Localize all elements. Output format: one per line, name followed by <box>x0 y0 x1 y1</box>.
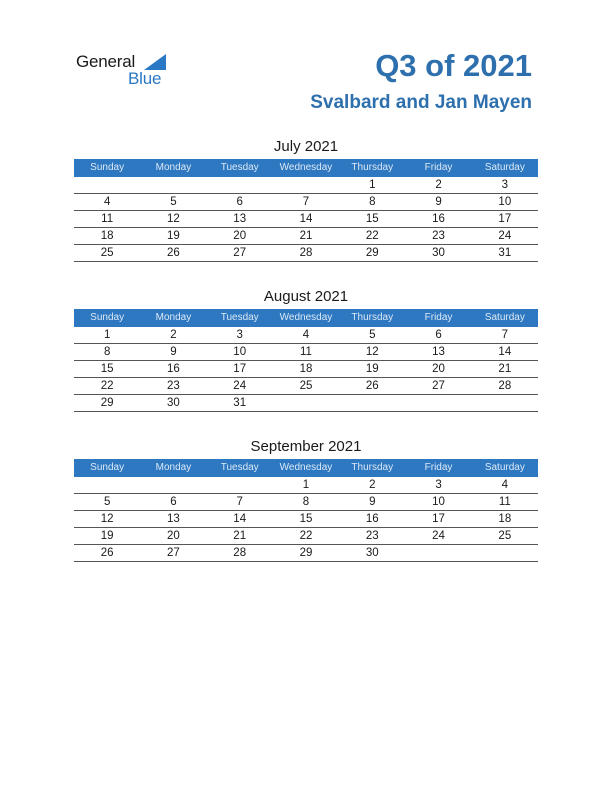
week-rows <box>74 327 538 412</box>
day-cell: 15 <box>365 213 379 225</box>
day-cell: 27 <box>432 380 445 392</box>
day-cell <box>207 177 273 193</box>
day-cell: 20 <box>432 363 445 375</box>
day-cell: 16 <box>365 513 379 525</box>
weekday-label: Saturday <box>484 312 525 323</box>
day-cell: 30 <box>432 247 445 259</box>
day-cell: 25 <box>498 530 512 542</box>
day-cell: 28 <box>233 547 247 559</box>
day-cell: 2 <box>369 479 376 491</box>
week-row <box>74 494 538 511</box>
day-cell <box>140 477 206 493</box>
day-cell <box>472 395 538 411</box>
weekday-label: Friday <box>424 162 453 173</box>
weekday-label: Thursday <box>351 312 394 323</box>
day-cell: 15 <box>299 513 313 525</box>
day-cell: 5 <box>103 496 111 508</box>
day-cell: 4 <box>103 196 111 208</box>
week-row <box>74 378 538 395</box>
logo-triangle-icon <box>144 54 166 70</box>
day-cell <box>273 177 339 193</box>
day-cell: 29 <box>365 247 379 259</box>
day-cell: 14 <box>498 346 512 358</box>
day-cell: 2 <box>170 329 177 341</box>
day-cell: 28 <box>299 247 313 259</box>
month-title: July 2021 <box>273 138 339 155</box>
day-cell: 13 <box>432 346 445 358</box>
day-cell: 17 <box>432 513 445 525</box>
month-july <box>74 136 538 262</box>
day-cell: 24 <box>233 380 247 392</box>
day-cell: 29 <box>299 547 313 559</box>
day-cell: 27 <box>167 547 180 559</box>
week-row <box>74 545 538 562</box>
day-cell: 18 <box>498 513 512 525</box>
day-cell: 20 <box>167 530 180 542</box>
day-cell: 21 <box>299 230 313 242</box>
day-cell: 1 <box>302 479 310 491</box>
weekday-label: Sunday <box>90 312 125 323</box>
day-cell: 12 <box>100 513 114 525</box>
weekday-label: Tuesday <box>220 462 259 473</box>
day-cell: 10 <box>233 346 247 358</box>
day-cell: 1 <box>103 329 111 341</box>
day-cell <box>405 395 471 411</box>
day-cell: 10 <box>498 196 512 208</box>
day-cell: 11 <box>498 496 511 508</box>
day-cell: 1 <box>369 179 376 191</box>
day-cell: 10 <box>432 496 445 508</box>
week-row <box>74 361 538 378</box>
week-row <box>74 511 538 528</box>
day-cell: 26 <box>365 380 379 392</box>
day-cell: 4 <box>501 479 509 491</box>
day-cell: 7 <box>501 329 509 341</box>
day-cell: 3 <box>236 329 243 341</box>
day-cell: 27 <box>233 247 247 259</box>
day-cell: 7 <box>302 196 310 208</box>
week-row <box>74 211 538 228</box>
day-cell: 14 <box>233 513 247 525</box>
day-cell: 9 <box>369 496 376 508</box>
day-cell: 25 <box>100 247 114 259</box>
week-rows <box>74 177 538 262</box>
day-cell <box>405 545 471 561</box>
day-cell: 11 <box>300 346 312 358</box>
month-august <box>74 286 538 412</box>
generalblue-logo <box>76 52 176 88</box>
day-cell: 23 <box>365 530 379 542</box>
page-subtitle: Svalbard and Jan Mayen <box>310 92 532 113</box>
day-cell: 3 <box>501 179 509 191</box>
day-cell: 23 <box>432 230 445 242</box>
day-cell: 21 <box>233 530 247 542</box>
day-cell: 3 <box>435 479 442 491</box>
day-cell <box>140 177 206 193</box>
day-cell: 23 <box>167 380 180 392</box>
day-cell <box>472 545 538 561</box>
day-cell: 25 <box>299 380 313 392</box>
day-cell: 8 <box>302 496 310 508</box>
day-cell: 22 <box>299 530 313 542</box>
week-row <box>74 228 538 245</box>
day-cell: 18 <box>299 363 313 375</box>
week-row <box>74 245 538 262</box>
day-cell: 24 <box>432 530 445 542</box>
day-cell: 17 <box>498 213 512 225</box>
weekday-label: Sunday <box>90 162 125 173</box>
weekday-header-row <box>74 309 538 327</box>
day-cell: 6 <box>435 329 442 341</box>
weekday-label: Monday <box>155 162 192 173</box>
day-cell: 8 <box>103 346 111 358</box>
day-cell: 29 <box>100 397 114 409</box>
day-cell: 19 <box>100 530 114 542</box>
day-cell: 8 <box>369 196 376 208</box>
day-cell: 6 <box>170 496 177 508</box>
weekday-label: Thursday <box>351 162 394 173</box>
day-cell <box>74 177 140 193</box>
day-cell: 31 <box>498 247 512 259</box>
weekday-label: Saturday <box>484 162 525 173</box>
week-rows <box>74 477 538 562</box>
weekday-label: Monday <box>155 462 192 473</box>
day-cell: 30 <box>167 397 180 409</box>
weekday-label: Wednesday <box>279 312 333 323</box>
day-cell: 16 <box>167 363 180 375</box>
day-cell: 14 <box>299 213 313 225</box>
day-cell: 17 <box>233 363 247 375</box>
day-cell: 11 <box>101 213 114 225</box>
day-cell: 28 <box>498 380 512 392</box>
weekday-label: Thursday <box>351 462 394 473</box>
month-september <box>74 436 538 562</box>
weekday-label: Wednesday <box>279 462 333 473</box>
day-cell: 24 <box>498 230 512 242</box>
month-title: August 2021 <box>263 288 349 305</box>
day-cell: 16 <box>432 213 445 225</box>
weekday-header-row <box>74 459 538 477</box>
week-row <box>74 395 538 412</box>
day-cell: 12 <box>167 213 180 225</box>
day-cell: 13 <box>167 513 180 525</box>
weekday-label: Monday <box>155 312 192 323</box>
week-row <box>74 327 538 344</box>
day-cell: 5 <box>170 196 177 208</box>
day-cell: 12 <box>365 346 379 358</box>
weekday-label: Friday <box>424 312 453 323</box>
day-cell: 22 <box>365 230 379 242</box>
weekday-header-row <box>74 159 538 177</box>
day-cell: 18 <box>100 230 114 242</box>
day-cell <box>273 395 339 411</box>
day-cell: 30 <box>365 547 379 559</box>
day-cell: 21 <box>498 363 512 375</box>
day-cell: 31 <box>233 397 247 409</box>
week-row <box>74 528 538 545</box>
day-cell: 9 <box>435 196 442 208</box>
weekday-label: Tuesday <box>220 312 259 323</box>
page-title: Q3 of 2021 <box>375 48 532 83</box>
day-cell: 19 <box>365 363 379 375</box>
day-cell: 13 <box>233 213 247 225</box>
weekday-label: Sunday <box>90 462 125 473</box>
day-cell: 5 <box>369 329 376 341</box>
day-cell <box>207 477 273 493</box>
weekday-label: Wednesday <box>279 162 333 173</box>
logo-word-blue: Blue <box>128 69 162 88</box>
week-row <box>74 344 538 361</box>
day-cell: 4 <box>302 329 310 341</box>
day-cell: 6 <box>236 196 243 208</box>
day-cell: 20 <box>233 230 247 242</box>
day-cell: 26 <box>167 247 180 259</box>
week-row <box>74 177 538 194</box>
day-cell: 2 <box>435 179 442 191</box>
day-cell: 15 <box>100 363 114 375</box>
logo-word-general: General <box>76 52 136 71</box>
day-cell: 26 <box>100 547 114 559</box>
week-row <box>74 194 538 211</box>
day-cell: 7 <box>236 496 243 508</box>
weekday-label: Tuesday <box>220 162 259 173</box>
day-cell <box>74 477 140 493</box>
day-cell <box>339 395 405 411</box>
day-cell: 9 <box>170 346 177 358</box>
day-cell: 22 <box>100 380 114 392</box>
weekday-label: Saturday <box>484 462 525 473</box>
month-title: September 2021 <box>250 438 362 455</box>
weekday-label: Friday <box>424 462 453 473</box>
week-row <box>74 477 538 494</box>
day-cell: 19 <box>167 230 180 242</box>
